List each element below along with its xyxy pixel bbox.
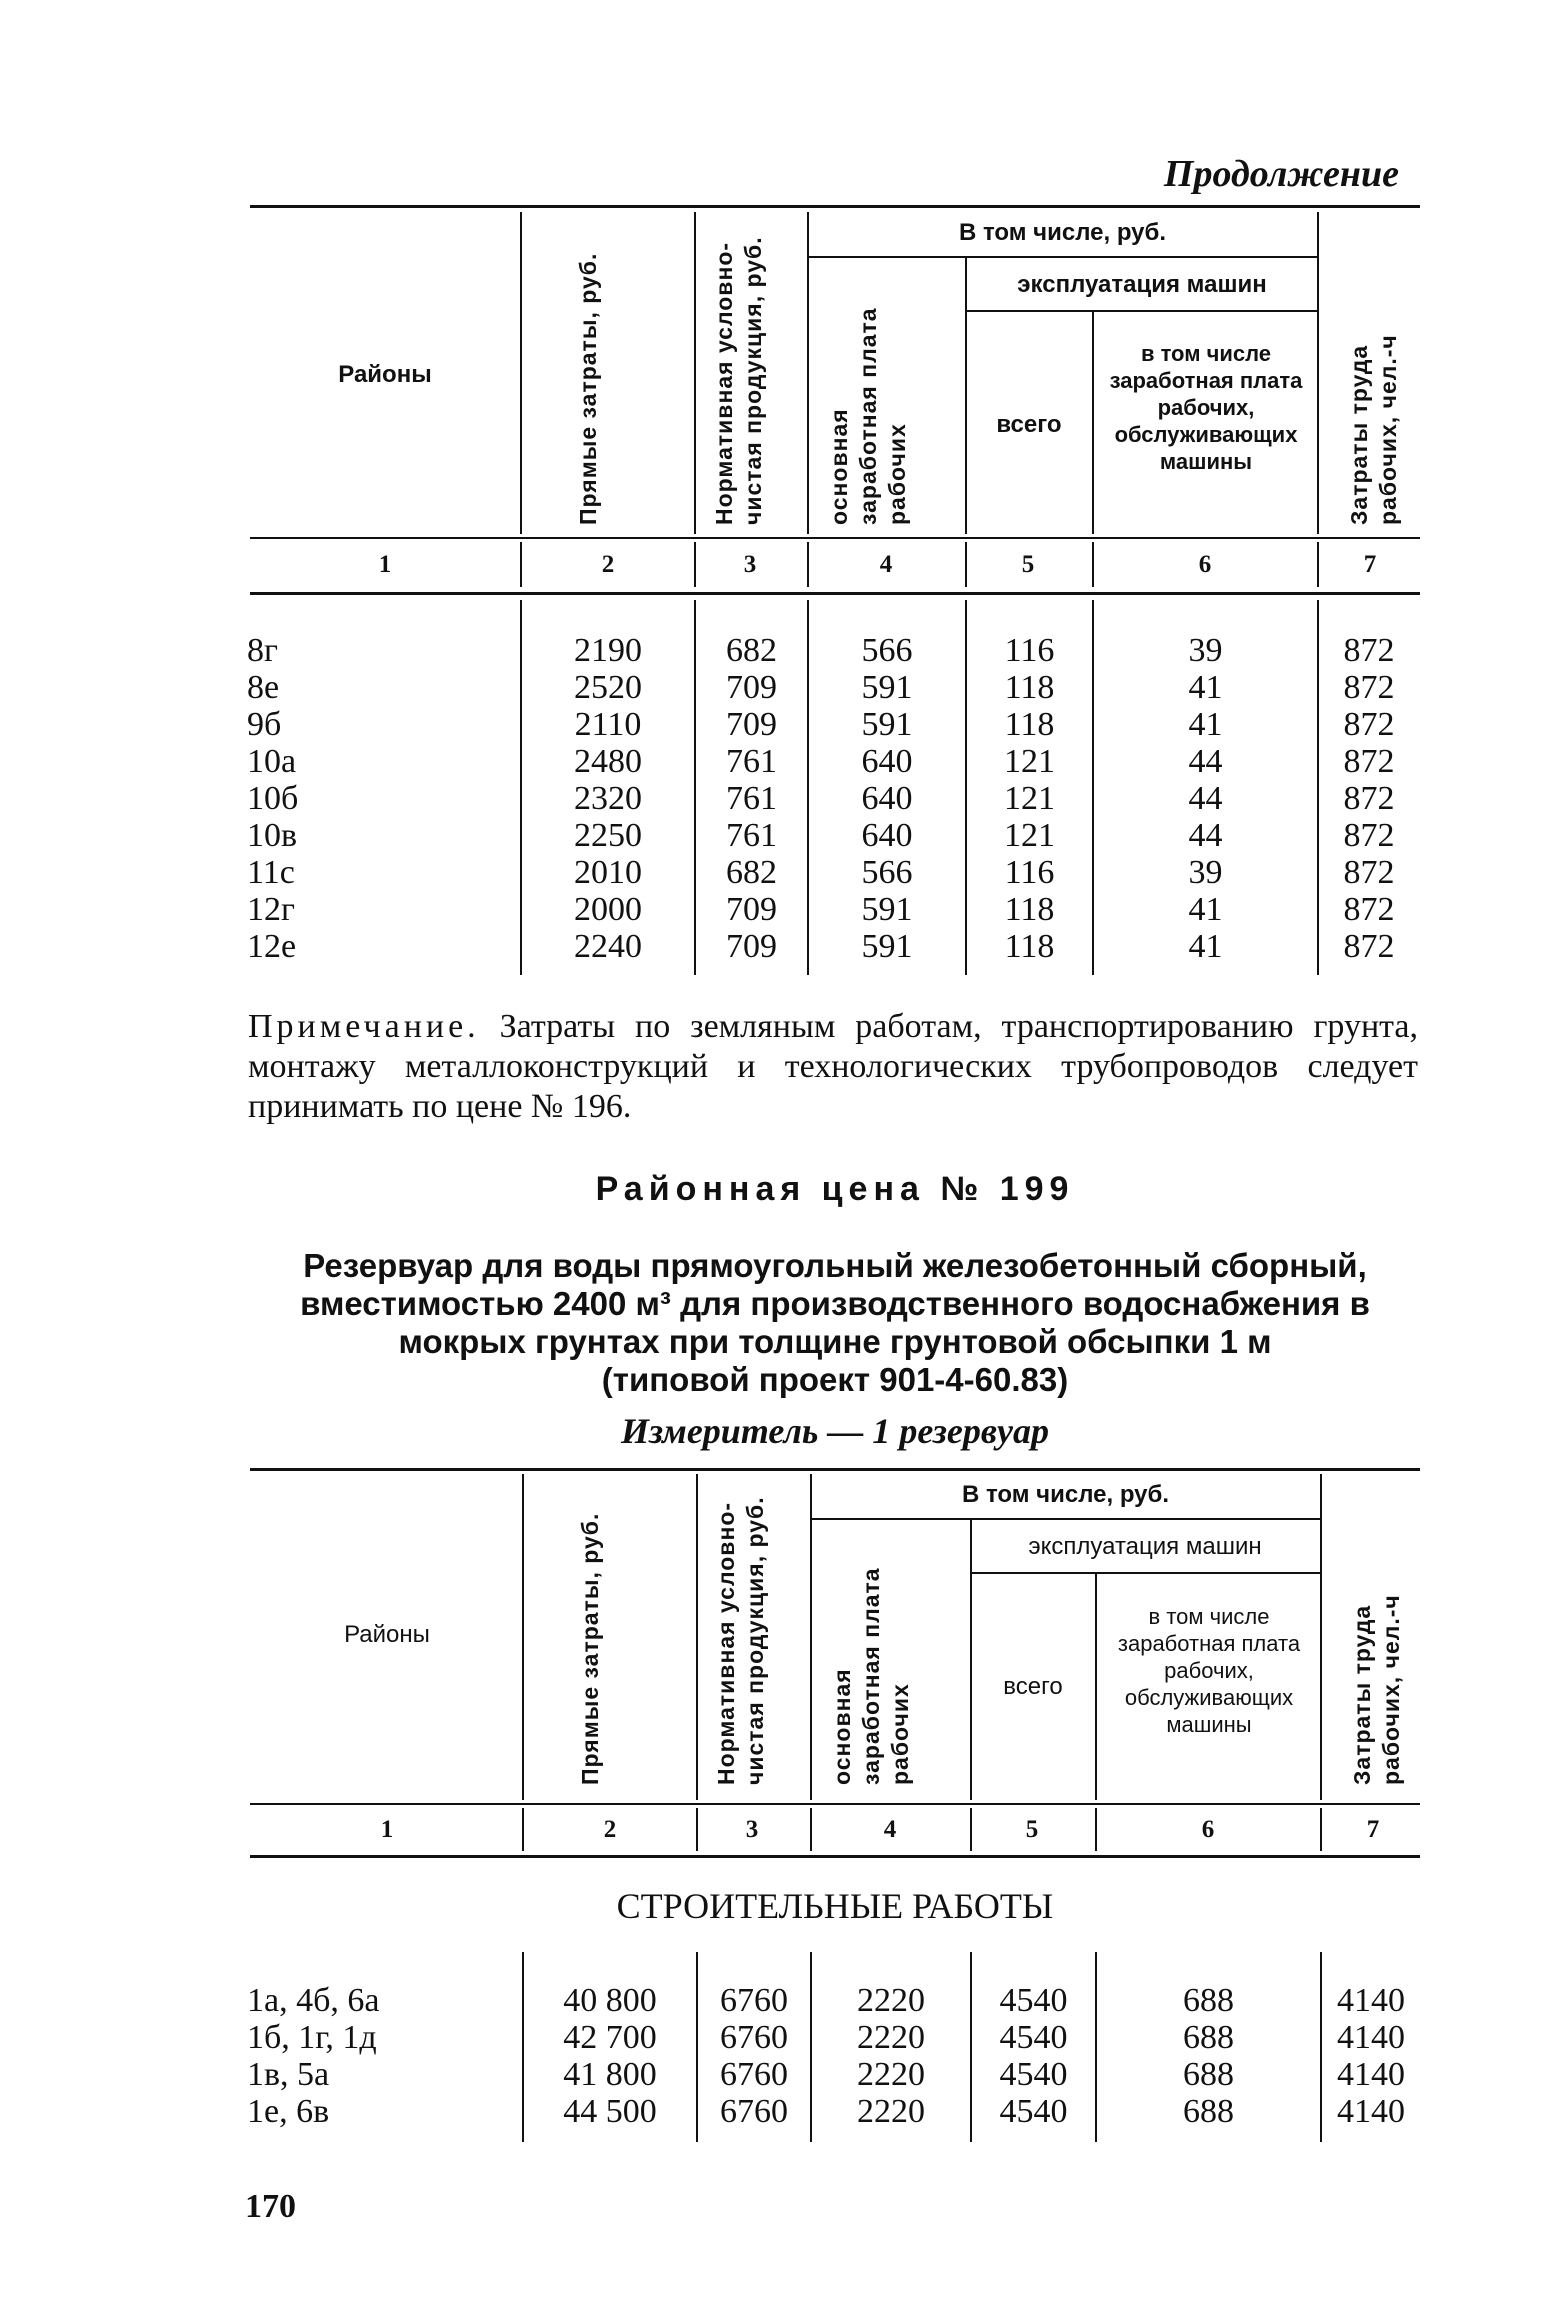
row-cell-c6: 41 [1188, 928, 1223, 965]
row-region: 1б, 1г, 1д [247, 2019, 377, 2056]
row-cell-c6: 39 [1188, 854, 1223, 891]
row-region: 11с [247, 854, 295, 891]
row-cell-c3: 709 [726, 891, 777, 928]
row-cell-c7: 4140 [1337, 2056, 1405, 2093]
row-cell-c6: 688 [1183, 2093, 1234, 2130]
row-cell-c2: 2110 [574, 706, 642, 743]
row-cell-c2: 40 800 [563, 1982, 657, 2019]
row-cell-c5: 118 [1004, 669, 1055, 706]
subject-line: мокрых грунтах при толщине грунтовой обсыпки 1 м [398, 1323, 1272, 1360]
col-num-5: 5 [1021, 551, 1035, 578]
subject-line: (типовой проект 901-4-60.83) [601, 1361, 1069, 1398]
row-region: 8г [247, 632, 278, 669]
subject-line: Резервуар для воды прямоугольный железобетонный сборный, [303, 1247, 1367, 1284]
row-cell-c7: 872 [1343, 891, 1395, 928]
row-region: 12г [247, 891, 295, 928]
row-cell-c5: 116 [1004, 854, 1055, 891]
row-cell-c4: 640 [861, 780, 913, 817]
header-base-wage: основная заработная плата рабочих [826, 307, 910, 525]
row-cell-c3: 761 [726, 743, 777, 780]
row-cell-c6: 44 [1188, 817, 1223, 854]
col-num-6: 6 [1201, 1816, 1215, 1843]
row-cell-c3: 709 [726, 706, 777, 743]
row-cell-c6: 688 [1183, 2019, 1234, 2056]
row-cell-c2: 2250 [574, 817, 642, 854]
row-cell-c4: 2220 [857, 2093, 925, 2130]
header-regions: Районы [344, 1621, 430, 1648]
row-cell-c2: 41 800 [563, 2056, 657, 2093]
row-cell-c6: 688 [1183, 2056, 1234, 2093]
row-cell-c3: 682 [726, 632, 777, 669]
row-cell-c2: 2320 [574, 780, 642, 817]
row-region: 10а [247, 743, 297, 780]
note-label: Примечание. [248, 1008, 480, 1045]
row-cell-c7: 4140 [1337, 2019, 1405, 2056]
row-cell-c7: 4140 [1337, 2093, 1405, 2130]
price-title: Районная цена № 199 [595, 1170, 1075, 1208]
row-cell-c3: 761 [726, 780, 777, 817]
col-num-1: 1 [380, 1816, 394, 1843]
row-cell-c7: 872 [1343, 632, 1395, 669]
row-cell-c3: 709 [726, 669, 777, 706]
row-cell-c4: 591 [861, 706, 913, 743]
row-cell-c3: 6760 [720, 2093, 788, 2130]
row-cell-c7: 872 [1343, 854, 1395, 891]
subject-line: вместимостью 2400 м³ для производственного водоснабжения в [300, 1285, 1370, 1322]
note-text: Затраты по земляным работам, транспортированию грунта, монтажу металлоконструкций и технологических трубопроводов следует принимать по цене № 196. [248, 1008, 1418, 1125]
row-region: 12е [247, 928, 297, 965]
header-normative-net: Нормативная условно-чистая продукция, руб. [711, 236, 766, 525]
note-paragraph [248, 1007, 1418, 1127]
row-cell-c6: 39 [1188, 632, 1223, 669]
row-cell-c5: 121 [1004, 743, 1055, 780]
header-labor-costs: Затраты труда рабочих, чел.-ч [1349, 1594, 1404, 1785]
row-cell-c4: 591 [861, 669, 913, 706]
row-cell-c5: 118 [1004, 891, 1055, 928]
row-region: 10в [247, 817, 298, 854]
row-cell-c5: 116 [1004, 632, 1055, 669]
row-cell-c4: 2220 [857, 2019, 925, 2056]
row-cell-c2: 2000 [574, 891, 642, 928]
col-num-3: 3 [743, 551, 757, 578]
header-machine-operation: эксплуатация машин [1028, 1533, 1262, 1560]
row-cell-c7: 872 [1343, 706, 1395, 743]
row-cell-c4: 2220 [857, 1982, 925, 2019]
row-cell-c3: 6760 [720, 1982, 788, 2019]
row-cell-c3: 761 [726, 817, 777, 854]
row-cell-c5: 4540 [999, 1982, 1068, 2019]
header-direct-costs: Прямые затраты, руб. [575, 252, 601, 525]
row-cell-c6: 44 [1188, 780, 1223, 817]
row-cell-c2: 2190 [574, 632, 642, 669]
row-cell-c7: 872 [1343, 743, 1395, 780]
row-cell-c6: 44 [1188, 743, 1223, 780]
col-num-5: 5 [1025, 1816, 1039, 1843]
col-num-2: 2 [601, 551, 615, 578]
row-cell-c4: 2220 [857, 2056, 925, 2093]
row-region: 8е [247, 669, 280, 706]
row-cell-c7: 4140 [1337, 1982, 1405, 2019]
row-cell-c4: 591 [861, 891, 913, 928]
row-cell-c3: 682 [726, 854, 777, 891]
row-cell-c7: 872 [1343, 928, 1395, 965]
col-num-7: 7 [1366, 1816, 1380, 1843]
row-cell-c4: 640 [861, 817, 913, 854]
row-cell-c2: 42 700 [563, 2019, 657, 2056]
subject-description [250, 1247, 1420, 1399]
row-cell-c7: 872 [1343, 669, 1395, 706]
row-cell-c5: 4540 [999, 2019, 1068, 2056]
row-cell-c2: 2240 [574, 928, 642, 965]
row-cell-c7: 872 [1343, 817, 1395, 854]
row-cell-c2: 2010 [574, 854, 642, 891]
row-cell-c5: 118 [1004, 928, 1055, 965]
col-num-4: 4 [883, 1816, 897, 1843]
col-num-2: 2 [603, 1816, 617, 1843]
row-cell-c4: 591 [861, 928, 913, 965]
row-cell-c6: 688 [1183, 1982, 1234, 2019]
section-title: СТРОИТЕЛЬНЫЕ РАБОТЫ [616, 1886, 1054, 1926]
header-machine-operation: эксплуатация машин [1017, 271, 1267, 298]
row-cell-c3: 6760 [720, 2056, 788, 2093]
row-cell-c5: 121 [1004, 780, 1055, 817]
row-cell-c2: 2520 [574, 669, 642, 706]
row-cell-c5: 4540 [999, 2056, 1068, 2093]
row-cell-c7: 872 [1343, 780, 1395, 817]
col-num-4: 4 [879, 551, 893, 578]
row-cell-c5: 121 [1004, 817, 1055, 854]
row-cell-c5: 118 [1004, 706, 1055, 743]
row-cell-c6: 41 [1188, 669, 1223, 706]
row-cell-c6: 41 [1188, 891, 1223, 928]
header-total: всего [1003, 1673, 1063, 1700]
header-normative-net: Нормативная условно-чистая продукция, руб. [713, 1496, 768, 1785]
header-incl-wage: в том числе заработная плата рабочих, обслуживающих машины [1109, 341, 1303, 474]
header-base-wage: основная заработная плата рабочих [829, 1567, 913, 1785]
continuation-label: Продолжение [1163, 153, 1399, 195]
header-labor-costs: Затраты труда рабочих, чел.-ч [1346, 334, 1401, 525]
header-incl-wage: в том числе заработная плата рабочих, обслуживающих машины [1117, 1604, 1301, 1737]
col-num-7: 7 [1363, 551, 1377, 578]
row-cell-c4: 566 [861, 632, 913, 669]
row-cell-c4: 566 [861, 854, 913, 891]
header-direct-costs: Прямые затраты, руб. [577, 1512, 603, 1785]
row-region: 9б [247, 706, 282, 743]
header-total: всего [996, 411, 1062, 438]
row-cell-c3: 6760 [720, 2019, 788, 2056]
row-cell-c5: 4540 [999, 2093, 1068, 2130]
row-region: 1в, 5а [247, 2056, 330, 2093]
col-num-3: 3 [745, 1816, 759, 1843]
measure-label: Измеритель — 1 резервуар [621, 1411, 1049, 1451]
header-including: В том числе, руб. [961, 1481, 1170, 1508]
row-cell-c2: 44 500 [563, 2093, 657, 2130]
row-region: 1а, 4б, 6а [247, 1982, 380, 2019]
row-cell-c2: 2480 [574, 743, 642, 780]
row-cell-c4: 640 [861, 743, 913, 780]
col-num-1: 1 [378, 551, 392, 578]
row-region: 1е, 6в [247, 2093, 330, 2130]
header-regions: Районы [338, 361, 432, 388]
row-cell-c3: 709 [726, 928, 777, 965]
row-cell-c6: 41 [1188, 706, 1223, 743]
col-num-6: 6 [1198, 551, 1212, 578]
page-number: 170 [245, 2188, 296, 2225]
row-region: 10б [247, 780, 299, 817]
header-including: В том числе, руб. [958, 219, 1167, 246]
